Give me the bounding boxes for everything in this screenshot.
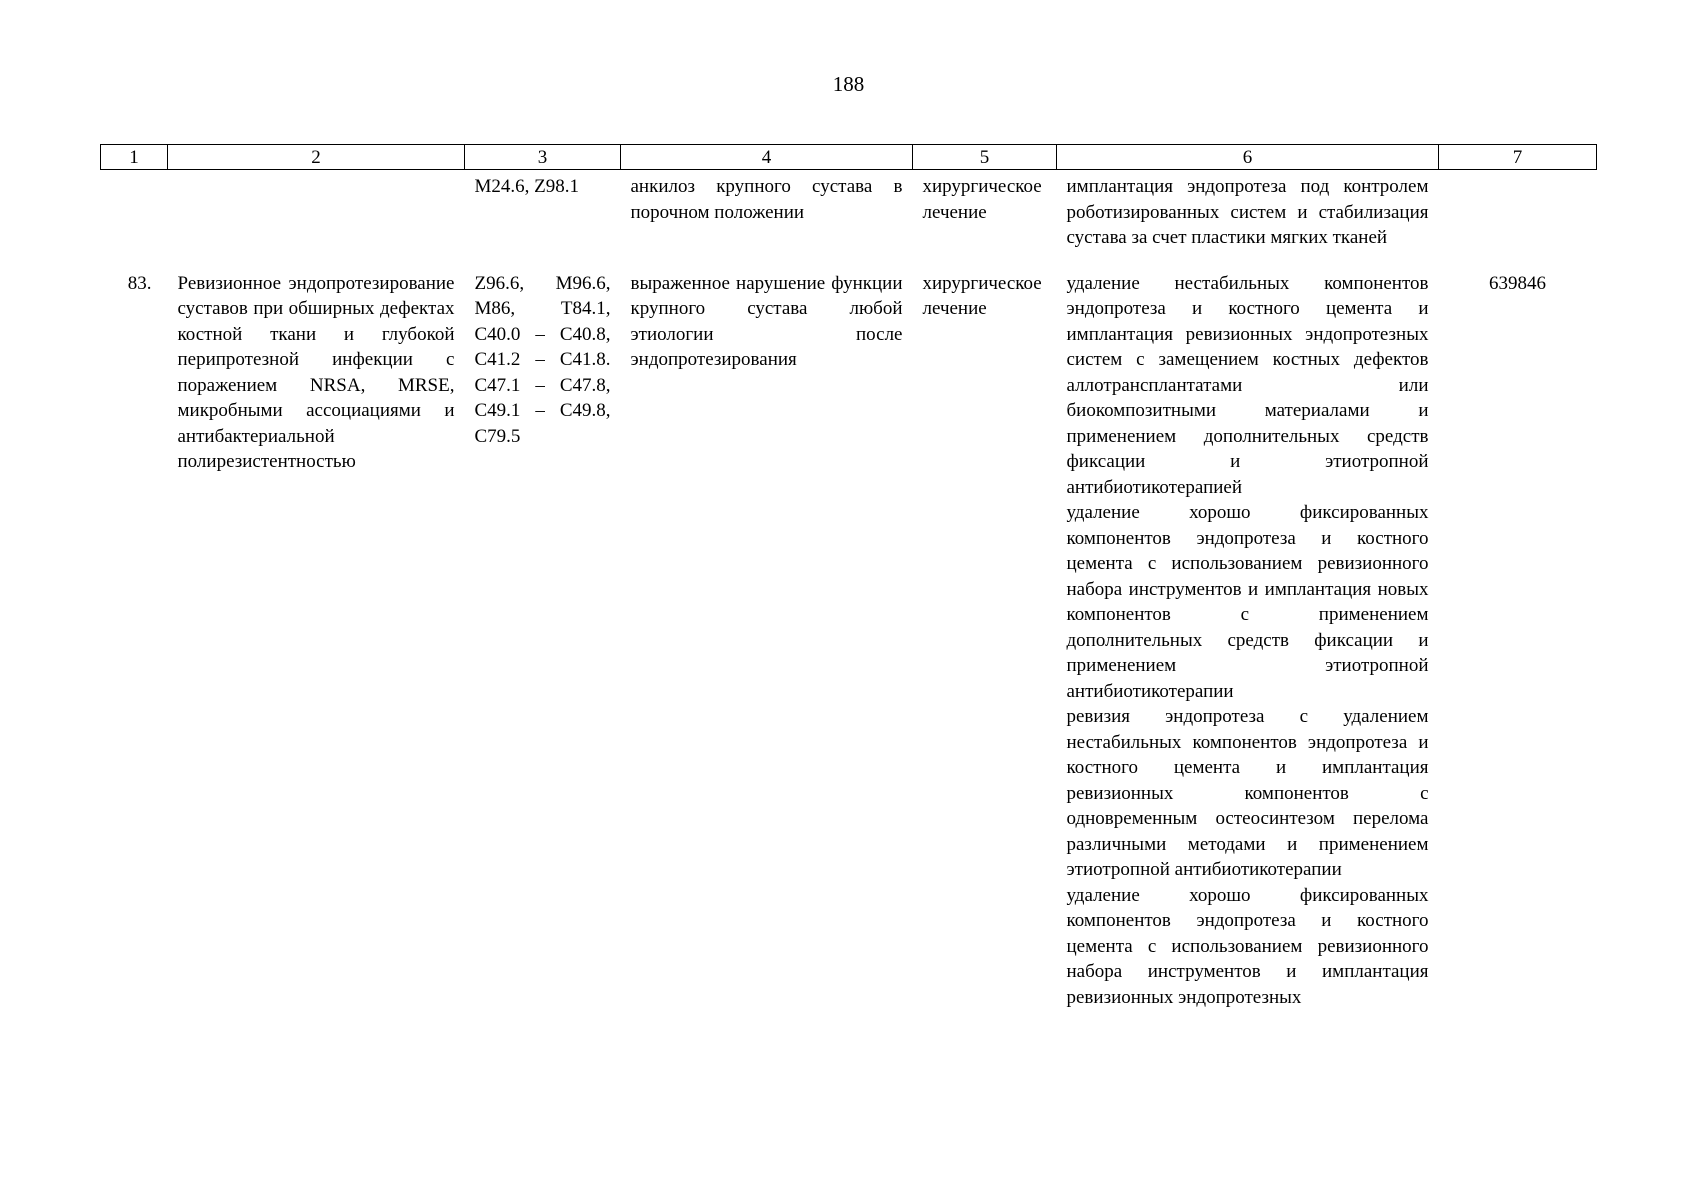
cell-name	[168, 170, 465, 269]
header-row	[101, 145, 1597, 170]
cell-codes: M24.6, Z98.1	[474, 176, 579, 197]
table-body	[101, 170, 1597, 1011]
method-item: удаление хорошо фиксированных компонентов эндопротеза и костного цемента с использованием ревизионного набора инструментов и имплантация новых компонентов с применением дополнительных средств фиксации и применением этиотропной антибиотикотерапии	[1066, 502, 1429, 702]
method-item: ревизия эндопротеза с удалением нестабильных компонентов эндопротеза и костного цемента и имплантация ревизионных компонентов с одновременным остеосинтезом перелома различными методами и применением этиотропной антибиотикотерапии	[1066, 706, 1429, 880]
table-row-continuation	[101, 170, 1597, 269]
header-col-4: 4	[621, 145, 913, 170]
cell-price: 639846	[1489, 272, 1546, 294]
header-col-3: 3	[465, 145, 621, 170]
cell-model: анкилоз крупного сустава в порочном положении	[630, 176, 903, 223]
header-col-2: 2	[168, 145, 465, 170]
page-number: 188	[832, 72, 865, 96]
procedures-table	[100, 144, 1597, 1010]
cell-codes: Z96.6, M96.6, M86, T84.1, C40.0 – C40.8, C41.2 – C41.8. C47.1 – C47.8, C49.1 – C49.8, C79.5	[474, 272, 611, 447]
header-col-7: 7	[1439, 145, 1597, 170]
cell-model: выраженное нарушение функции крупного сустава любой этиологии после эндопротезирования	[630, 272, 903, 370]
cell-treatment: хирургическое лечение	[922, 176, 1042, 223]
table-row-83	[101, 269, 1597, 1011]
table-header	[101, 145, 1597, 170]
header-col-1: 1	[101, 145, 168, 170]
header-col-6: 6	[1057, 145, 1439, 170]
cell-treatment: хирургическое лечение	[922, 272, 1042, 319]
header-col-5: 5	[913, 145, 1057, 170]
cell-method: имплантация эндопротеза под контролем роботизированных систем и стабилизация сустава за счет пластики мягких тканей	[1066, 176, 1429, 248]
cell-name: Ревизионное эндопротезирование суставов при обширных дефектах костной ткани и глубокой перипротезной инфекции с поражением NRSA, MRSE, микробными ассоциациями и антибактериальной полирезистентностью	[177, 272, 455, 472]
method-item: удаление хорошо фиксированных компонентов эндопротеза и костного цемента с использованием ревизионного набора инструментов и имплантация ревизионных эндопротезных	[1066, 884, 1429, 1008]
cell-methods	[1057, 269, 1439, 1011]
method-item: удаление нестабильных компонентов эндопротеза и костного цемента и имплантация ревизионных эндопротезных систем с замещением костных дефектов аллотрансплантатами или биокомпозитными материалами и применением дополнительных средств фиксации и этиотропной антибиотикотерапией	[1066, 272, 1429, 498]
cell-num	[101, 170, 168, 269]
cell-price	[1439, 170, 1597, 269]
cell-num: 83.	[127, 272, 152, 294]
